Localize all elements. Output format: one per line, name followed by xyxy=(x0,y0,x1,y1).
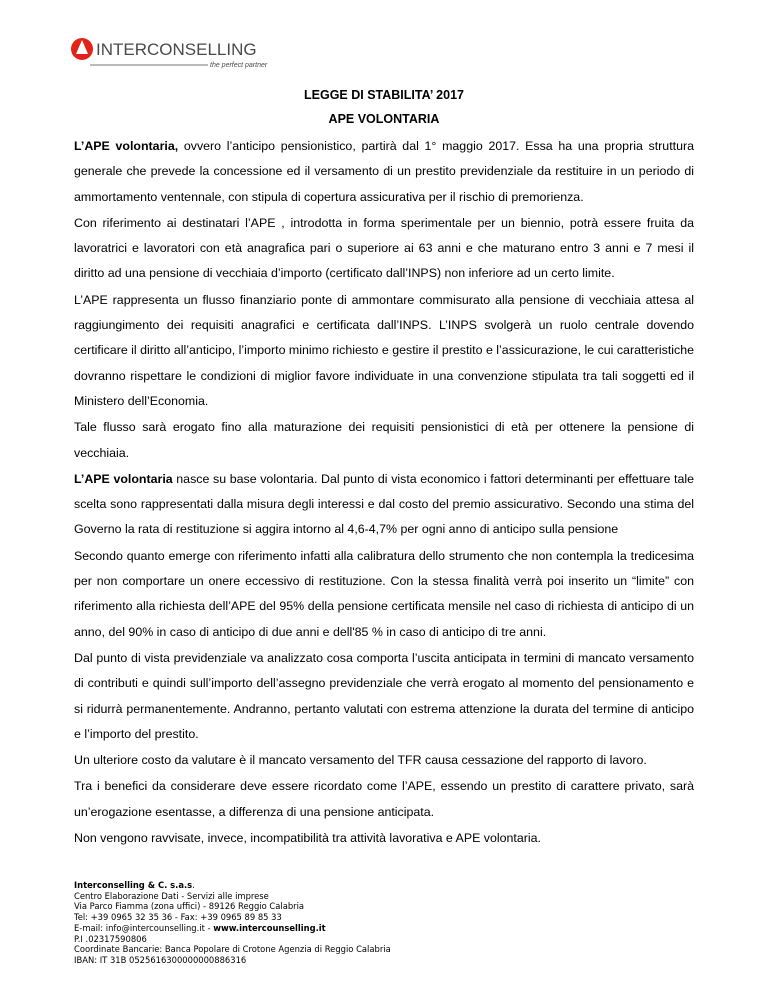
paragraph xyxy=(74,134,694,210)
paragraph xyxy=(74,826,694,851)
paragraph-text: Tale flusso sarà erogato fino alla maturazione dei requisiti pensionistici di età per ottenere la pensione di vecchiaia. xyxy=(74,420,694,460)
footer-phone: Tel: +39 0965 32 35 36 - Fax: +39 0965 89 85 33 xyxy=(74,912,282,923)
document-body xyxy=(74,134,694,852)
company-name: Interconselling & C. s.a.s xyxy=(74,880,193,890)
paragraph-lead: L’APE volontaria, xyxy=(74,139,179,153)
footer-address: Via Parco Fiamma (zona uffici) - 89126 Reggio Calabria xyxy=(74,901,305,912)
paragraph-text: Tra i benefici da considerare deve essere ricordato come l’APE, essendo un prestito di carattere privato, sarà un’erogazione esentasse, a differenza di una pensione anticipata. xyxy=(74,779,694,819)
footer-vat: P.I .02317590806 xyxy=(74,933,147,944)
paragraph xyxy=(74,646,694,747)
company-logo xyxy=(70,34,270,74)
paragraph-text: Un ulteriore costo da valutare è il mancato versamento del TFR causa cessazione del rapporto di lavoro. xyxy=(74,753,647,768)
paragraph-text: nasce su base volontaria. Dal punto di vista economico i fattori determinanti per effettuare tale scelta sono rappresentati dalla misura degli interessi e dal costo del premio assicurativo. Secondo una stima del Governo la rata di restituzione si aggira intorno al 4,6-4,7% per ogni anno di anticipo sulla pensione xyxy=(74,471,694,537)
footer-line: Centro Elaborazione Dati - Servizi alle imprese xyxy=(74,890,269,901)
footer xyxy=(74,880,714,966)
paragraph-text: L’APE rappresenta un flusso finanziario ponte di ammontare commisurato alla pensione di vecchiaia attesa al raggiungimento dei requisiti anagrafici e certificata dall’INPS. L’INPS svolgerà un ruolo centrale dovendo certificare il diritto all’anticipo, l’importo minimo richiesto e gestire il prestito e l’assicurazione, le cui caratteristiche dovranno rispettare le condizioni di miglior favore individuate in una convenzione stipulata tra tali soggetti ed il Ministero dell’Economia. xyxy=(74,292,694,408)
company-dot: . xyxy=(192,880,195,890)
paragraph xyxy=(74,774,694,825)
logo-name: INTERCONSELLING xyxy=(96,40,257,59)
footer-iban: IBAN: IT 31B 0525616300000000886316 xyxy=(74,954,247,965)
paragraph xyxy=(74,211,694,287)
document-subtitle: APE VOLONTARIA xyxy=(328,112,440,126)
paragraph-text: Dal punto di vista previdenziale va analizzato cosa comporta l’uscita anticipata in termini di mancato versamento di contributi e quindi sull’importo dell’assegno previdenziale che verrà erogato al momento del pensionamento e si ridurrà permanentemente. Andranno, pertanto valutati con estrema attenzione la durata del termine di anticipo e l’importo del prestito. xyxy=(74,650,694,741)
paragraph xyxy=(74,467,694,543)
paragraph xyxy=(74,544,694,645)
paragraph xyxy=(74,748,694,773)
document-title: LEGGE DI STABILITA’ 2017 xyxy=(304,88,464,102)
logo-mark xyxy=(70,34,270,74)
footer-bank: Coordinate Bancarie: Banca Popolare di Crotone Agenzia di Reggio Calabria xyxy=(74,944,391,955)
paragraph xyxy=(74,288,694,414)
paragraph xyxy=(74,415,694,466)
footer-company xyxy=(74,880,714,891)
paragraph-text: Non vengono ravvisate, invece, incompatibilità tra attività lavorativa e APE volontaria. xyxy=(74,831,541,846)
footer-website-link[interactable]: www.intercounselling.it xyxy=(213,922,326,933)
paragraph-lead: L’APE volontaria xyxy=(74,471,173,486)
paragraph-text: Secondo quanto emerge con riferimento infatti alla calibratura dello strumento che non contempla la tredicesima per non comportare un onere eccessivo di restituzione. Con la stessa finalità verrà poi inserito un “limite” con riferimento alla richiesta dell’APE del 95% della pensione certificata mensile nel caso di richiesta di anticipo di un anno, del 90% in caso di anticipo di due anni e dell'85 % in caso di anticipo di tre anni. xyxy=(74,548,694,639)
paragraph-text: Con riferimento ai destinatari l’APE , introdotta in forma sperimentale per un biennio, potrà essere fruita da lavoratrici e lavoratori con età anagrafica pari o superiore ai 63 anni e che maturano entro 3 anni e 7 mesi il diritto ad una pensione di vecchiaia d’importo (certificato dall’INPS) non inferiore ad un certo limite. xyxy=(74,215,694,281)
footer-email[interactable]: E-mail: info@intercounselling.it - xyxy=(74,922,214,933)
paragraph-text: ovvero l’anticipo pensionistico, partirà dal 1° maggio 2017. Essa ha una propria struttura generale che prevede la concessione ed il versamento di un prestito previdenziale da restituire in un periodo di ammortamento ventennale, con stipula di copertura assicurativa per il rischio di premorienza. xyxy=(74,139,694,204)
logo-tagline: the perfect partner xyxy=(210,62,268,69)
footer-contact xyxy=(74,923,714,934)
